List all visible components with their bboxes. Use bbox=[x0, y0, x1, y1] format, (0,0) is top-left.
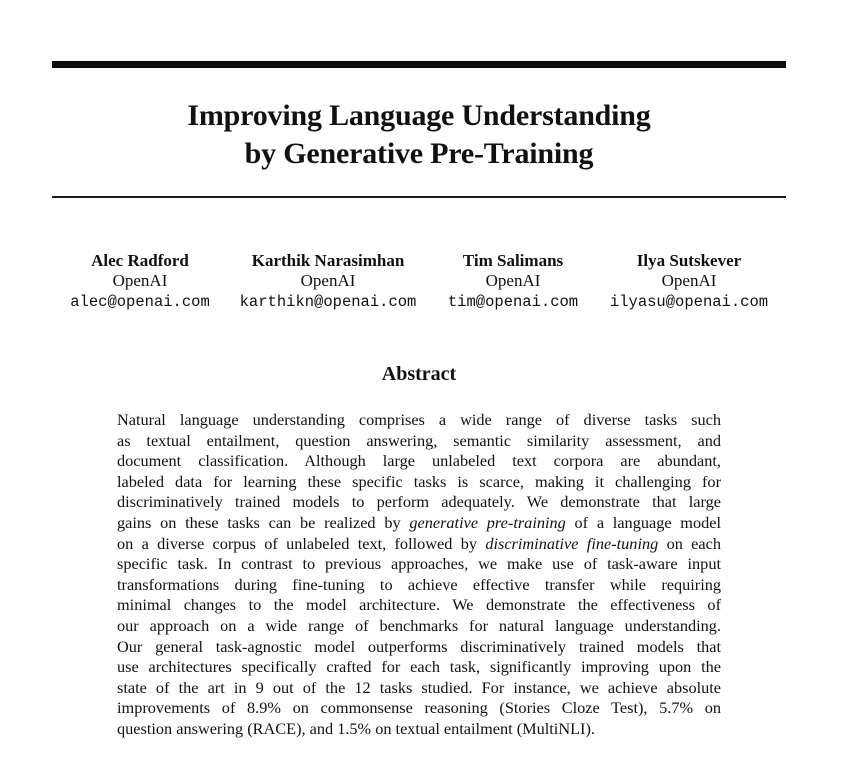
author-email: ilyasu@openai.com bbox=[609, 293, 769, 311]
author-email: tim@openai.com bbox=[447, 293, 579, 311]
author-name: Tim Salimans bbox=[462, 251, 564, 270]
author-affiliation: OpenAI bbox=[112, 271, 168, 290]
abstract-line: state of the art in 9 out of the 12 tasks studied. For instance, we achieve absolute bbox=[117, 677, 721, 697]
abstract-line: use architectures specifically crafted for each task, significantly improving upon the bbox=[117, 657, 721, 677]
title-rule bbox=[52, 196, 786, 198]
abstract-body bbox=[117, 410, 721, 740]
abstract-line: specific task. In contrast to previous approaches, we make use of task-aware input bbox=[117, 554, 721, 574]
author-email: alec@openai.com bbox=[70, 293, 210, 311]
author-name: Karthik Narasimhan bbox=[251, 251, 405, 270]
abstract-line: transformations during fine-tuning to achieve effective transfer while requiring bbox=[117, 574, 721, 594]
abstract-line: as textual entailment, question answering, semantic similarity assessment, and bbox=[117, 430, 721, 450]
top-rule bbox=[52, 61, 786, 68]
abstract-text: on a diverse corpus of unlabeled text, followed by bbox=[117, 533, 486, 553]
author-affiliation: OpenAI bbox=[661, 271, 717, 290]
abstract-line: our approach on a wide range of benchmarks for natural language understanding. bbox=[117, 615, 721, 635]
author-block-3 bbox=[448, 250, 578, 313]
author-name: Ilya Sutskever bbox=[636, 251, 742, 270]
abstract-line bbox=[117, 513, 721, 534]
paper-title bbox=[52, 97, 786, 173]
abstract-line: improvements of 8.9% on commonsense reasoning (Stories Cloze Test), 5.7% on bbox=[117, 698, 721, 718]
author-block-1 bbox=[70, 250, 210, 313]
title-line-1: Improving Language Understanding bbox=[187, 99, 651, 132]
abstract-line: labeled data for learning these specific tasks is scarce, making it challenging for bbox=[117, 471, 721, 491]
abstract-line: document classification. Although large unlabeled text corpora are abundant, bbox=[117, 451, 721, 471]
author-block-4 bbox=[610, 250, 768, 313]
author-affiliation: OpenAI bbox=[485, 271, 541, 290]
author-email: karthikn@openai.com bbox=[239, 293, 417, 311]
abstract-line: Our general task-agnostic model outperforms discriminatively trained models that bbox=[117, 636, 721, 656]
abstract-line: minimal changes to the model architecture. We demonstrate the effectiveness of bbox=[117, 595, 721, 615]
abstract-text: on each bbox=[658, 533, 721, 553]
abstract-emphasis: generative pre-training bbox=[409, 512, 566, 532]
abstract-text: gains on these tasks can be realized by bbox=[117, 512, 410, 532]
author-affiliation: OpenAI bbox=[300, 271, 356, 290]
author-block-2 bbox=[240, 250, 417, 313]
abstract-line: Natural language understanding comprises a wide range of diverse tasks such bbox=[117, 410, 721, 429]
abstract-line: discriminatively trained models to perform adequately. We demonstrate that large bbox=[117, 492, 721, 512]
title-line-2: by Generative Pre-Training bbox=[244, 137, 594, 170]
abstract-text: of a language model bbox=[565, 512, 722, 532]
abstract-line: question answering (RACE), and 1.5% on textual entailment (MultiNLI). bbox=[117, 718, 595, 738]
author-name: Alec Radford bbox=[91, 251, 189, 270]
abstract-emphasis: discriminative fine-tuning bbox=[485, 533, 659, 553]
abstract-line bbox=[117, 534, 721, 555]
abstract-heading: Abstract bbox=[381, 363, 457, 385]
